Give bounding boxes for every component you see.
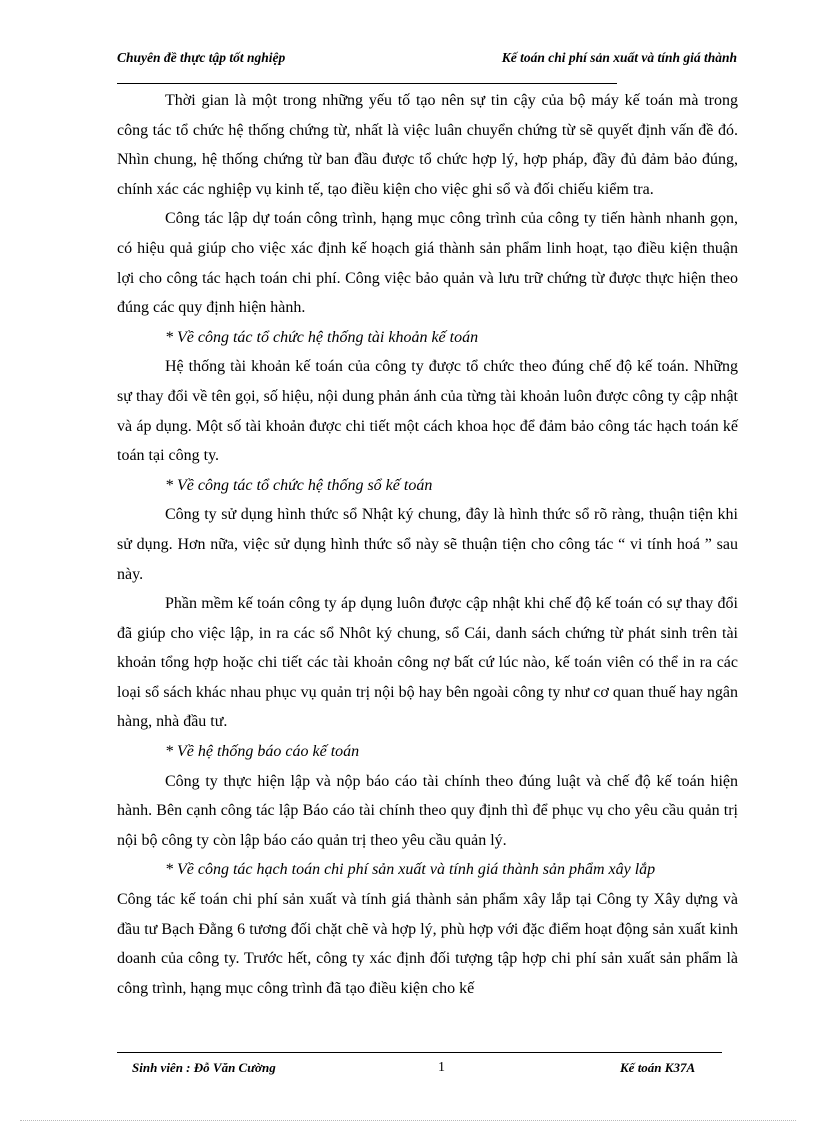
paragraph: Phần mềm kế toán công ty áp dụng luôn được cập nhật khi chế độ kế toán có sự thay đổi đã giúp cho việc lập, in ra các sổ Nhôt ký chung, sổ Cái, danh sách chứng từ phát sinh trên tài khoản tổng hợp hoặc chi tiết các tài khoản công nợ bất cứ lúc nào, kế toán viên có thể in ra các loại sổ sách khác nhau phục vụ quản trị nội bộ hay bên ngoài công ty như cơ quan thuế hay ngân hàng, nhà đầu tư.: [117, 595, 738, 731]
page-footer: [132, 1060, 722, 1078]
paragraph: Công tác kế toán chi phí sản xuất và tính giá thành sản phẩm xây lắp tại Công ty Xây dựng và đầu tư Bạch Đằng 6 tương đối chặt chẽ và hợp lý, phù hợp với đặc điểm hoạt động sản xuất kinh doanh của công ty. Trước hết, công ty xác định đối tượng tập hợp chi phí sản xuất sản phẩm là công trình, hạng mục công trình đã tạo điều kiện cho kế: [117, 891, 738, 997]
page-header: [117, 50, 737, 70]
footer-student-name: Sinh viên : Đỗ Văn Cường: [132, 1060, 276, 1075]
paragraph: Hệ thống tài khoản kế toán của công ty được tổ chức theo đúng chế độ kế toán. Những sự thay đổi về tên gọi, số hiệu, nội dung phản ánh của từng tài khoản luôn được công ty cập nhật và áp dụng. Một số tài khoản được chi tiết một cách khoa học để đảm bảo công tác hạch toán kế toán tại công ty.: [117, 358, 738, 465]
header-divider: [117, 83, 617, 84]
body-text: [117, 86, 738, 1003]
footer-class: Kế toán K37A: [620, 1060, 696, 1075]
paragraph: Công tác lập dự toán công trình, hạng mục công trình của công ty tiến hành nhanh gọn, có hiệu quả giúp cho việc xác định kế hoạch giá thành sản phẩm linh hoạt, tạo điều kiện thuận lợi cho công tác hạch toán chi phí. Công việc bảo quản và lưu trữ chứng từ được thực hiện theo đúng các quy định hiện hành.: [117, 210, 738, 317]
section-heading: * Về công tác tổ chức hệ thống sổ kế toán: [165, 476, 433, 494]
header-right-title: Kế toán chi phí sản xuất và tính giá thành: [501, 50, 737, 65]
paragraph: Công ty sử dụng hình thức sổ Nhật ký chung, đây là hình thức sổ rõ ràng, thuận tiện khi sử dụng. Hơn nữa, việc sử dụng hình thức sổ này sẽ thuận tiện cho công tác “ vi tính hoá ” sau này.: [117, 506, 738, 583]
page-bottom-edge: [20, 1120, 796, 1121]
footer-divider: [117, 1052, 722, 1053]
paragraph: Công ty thực hiện lập và nộp báo cáo tài chính theo đúng luật và chế độ kế toán hiện hành. Bên cạnh công tác lập Báo cáo tài chính theo quy định thì để phục vụ cho yêu cầu quản trị nội bộ công ty còn lập báo cáo quản trị theo yêu cầu quản lý.: [117, 772, 738, 849]
paragraph: Thời gian là một trong những yếu tố tạo nên sự tin cậy của bộ máy kế toán mà trong công tác tổ chức hệ thống chứng từ, nhất là việc luân chuyển chứng từ sẽ quyết định vấn đề đó. Nhìn chung, hệ thống chứng từ ban đầu được tổ chức hợp lý, hợp pháp, đầy đủ đảm bảo đúng, chính xác các nghiệp vụ kinh tế, tạo điều kiện cho việc ghi sổ và đối chiếu kiểm tra.: [117, 92, 738, 198]
section-heading: * Về công tác hạch toán chi phí sản xuất và tính giá thành sản phẩm xây lắp: [165, 861, 656, 879]
section-heading: * Về công tác tổ chức hệ thống tài khoản kế toán: [165, 328, 479, 346]
header-left-title: Chuyên đề thực tập tốt nghiệp: [117, 50, 286, 65]
page-number: 1: [438, 1060, 445, 1075]
section-heading: * Về hệ thống báo cáo kế toán: [165, 743, 360, 761]
